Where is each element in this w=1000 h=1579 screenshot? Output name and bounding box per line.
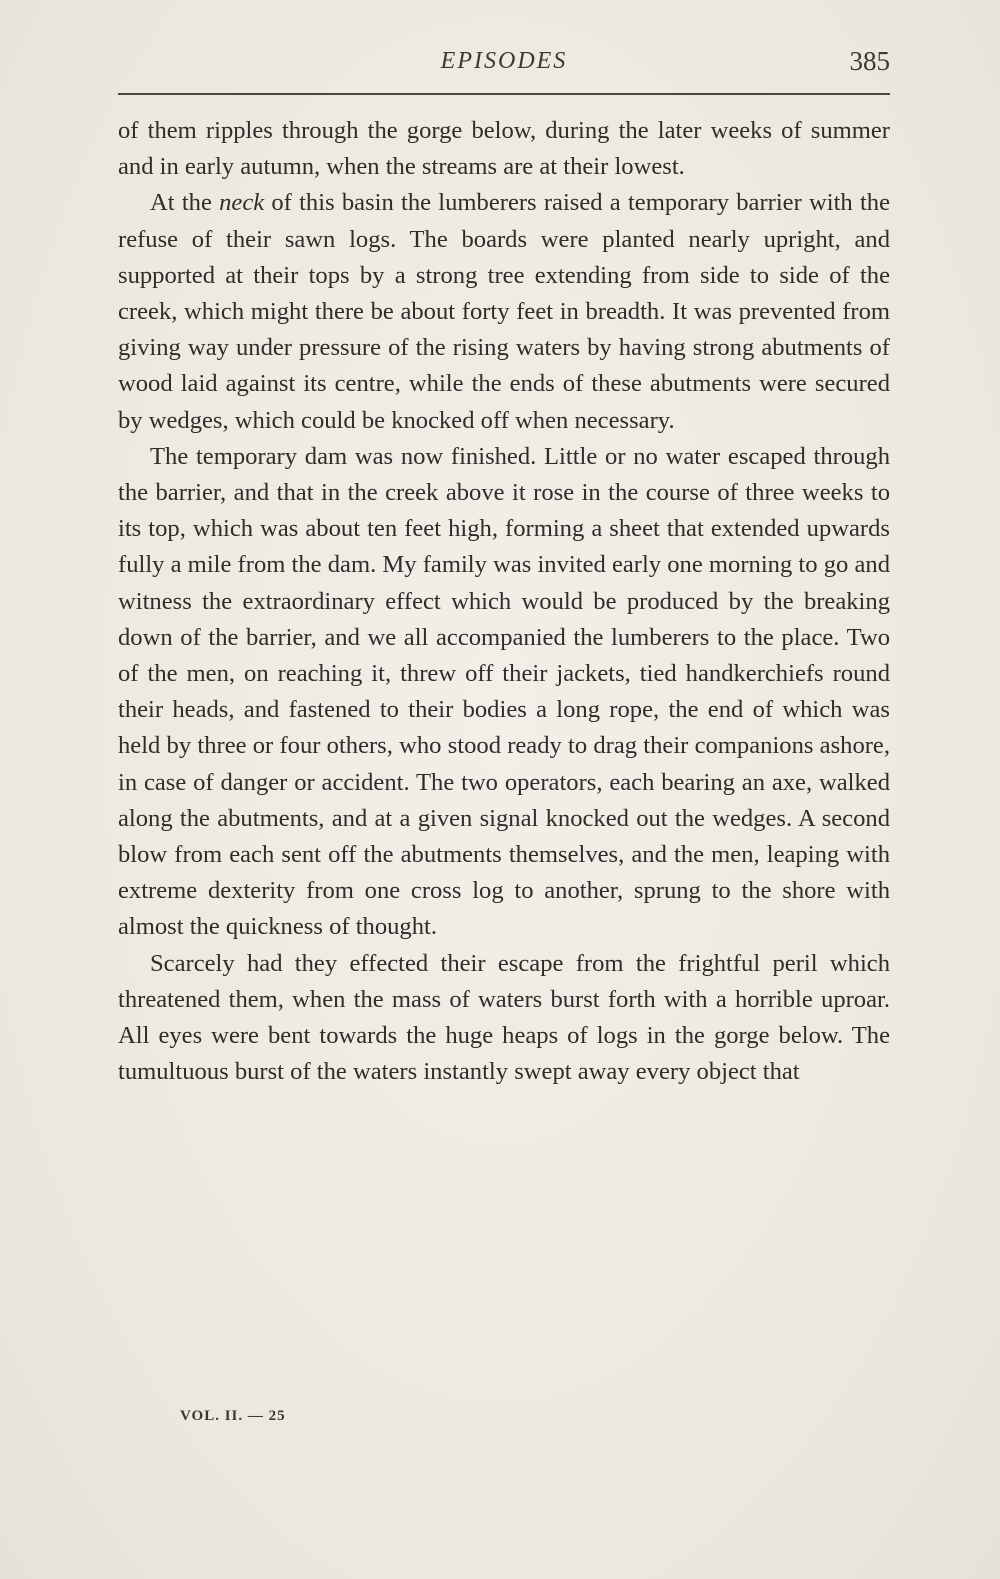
page-number: 385 bbox=[849, 46, 890, 76]
paragraph-basin-lead: At the bbox=[150, 189, 220, 217]
volume-signature: VOL. II. — 25 bbox=[180, 1408, 286, 1424]
running-head bbox=[118, 46, 890, 82]
paragraph-burst: Scarcely had they effected their escape from the frightful peril which threatened them, when the mass of waters burst forth with a horrible uproar. All eyes were bent towards the huge heaps of logs in the gorge below. The tumultuous burst of the waters instantly swept away every object that bbox=[118, 949, 890, 1086]
paragraph-basin bbox=[118, 185, 890, 438]
header-rule bbox=[118, 93, 890, 95]
body-text bbox=[118, 113, 890, 1090]
running-title: EPISODES bbox=[440, 48, 568, 74]
paragraph-dam: The temporary dam was now finished. Little or no water escaped through the barrier, and that in the creek above it rose in the course of three weeks to its top, which was about ten feet high, forming a sheet that extended upwards fully a mile from the dam. My family was invited early one morning to go and witness the extraordinary effect which would be produced by the breaking down of the barrier, and we all accompanied the lumberers to the place. Two of the men, on reaching it, threw off their jackets, tied handkerchiefs round their heads, and fastened to their bodies a long rope, the end of which was held by three or four others, who stood ready to drag their companions ashore, in case of danger or accident. The two operators, each bearing an axe, walked along the abutments, and at a given signal knocked out the wedges. A second blow from each sent off the abutments themselves, and the men, leaping with extreme dexterity from one cross log to another, sprung to the shore with almost the quickness of thought. bbox=[118, 442, 890, 941]
paragraph-continued: of them ripples through the gorge below, during the later weeks of summer and in early autumn, when the streams are at their lowest. bbox=[118, 117, 890, 181]
paragraph-basin-rest: of this basin the lumberers raised a temporary barrier with the refuse of their sawn logs. The boards were planted nearly upright, and supported at their tops by a strong tree extending from side to side of the creek, which might there be about forty feet in breadth. It was prevented from giving way under pressure of the rising waters by having strong abutments of wood laid against its centre, while the ends of these abutments were secured by wedges, which could be knocked off when necessary. bbox=[118, 189, 890, 434]
emphasized-word: neck bbox=[219, 189, 265, 217]
